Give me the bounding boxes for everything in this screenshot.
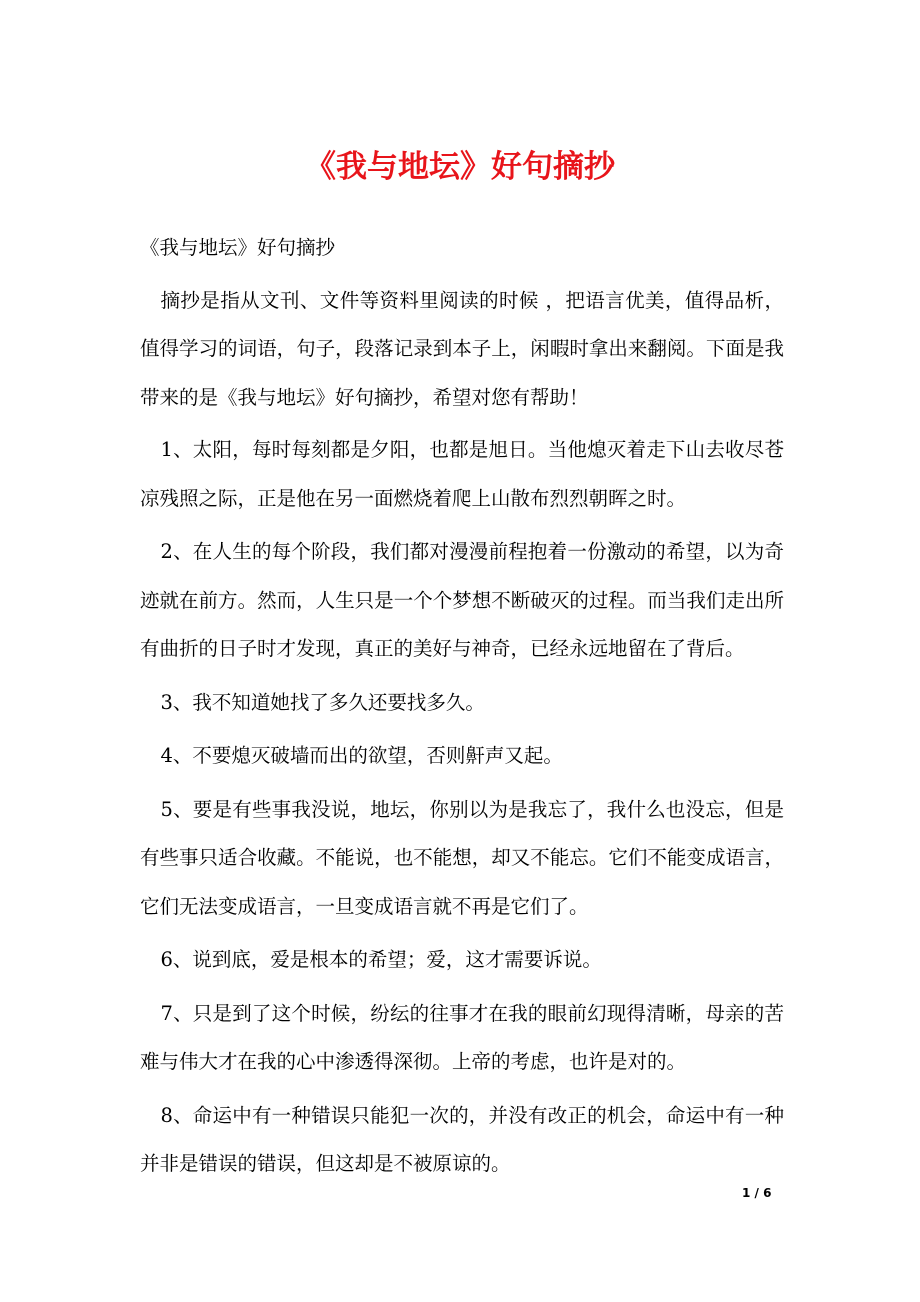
quote-item-8: 8、命运中有一种错误只能犯一次的，并没有改正的机会，命运中有一种并非是错误的错误，但这却是不被原谅的。 bbox=[140, 1103, 784, 1175]
quote-item-1: 1、太阳，每时每刻都是夕阳，也都是旭日。当他熄灭着走下山去收尽苍凉残照之际，正是他在另一面燃烧着爬上山散布烈烈朝晖之时。 bbox=[140, 438, 784, 510]
document-subtitle: 《我与地坛》好句摘抄 bbox=[140, 236, 336, 259]
quote-item-5: 5、要是有些事我没说，地坛，你别以为是我忘了，我什么也没忘，但是有些事只适合收藏。不能说，也不能想，却又不能忘。它们不能变成语言，它们无法变成语言，一旦变成语言就不再是它们了。 bbox=[140, 797, 784, 918]
quote-item-6: 6、说到底，爱是根本的希望；爱，这才需要诉说。 bbox=[160, 948, 602, 971]
intro-paragraph: 摘抄是指从文刊、文件等资料里阅读的时候 ，把语言优美，值得品析，值得学习的词语，句子，段落记录到本子上，闲暇时拿出来翻阅。下面是我带来的是《我与地坛》好句摘抄，希望对您有帮助！ bbox=[140, 288, 784, 409]
quote-item-7: 7、只是到了这个时候，纷纭的往事才在我的眼前幻现得清晰，母亲的苦难与伟大才在我的心中渗透得深彻。上帝的考虑，也许是对的。 bbox=[140, 1001, 784, 1073]
quote-item-2: 2、在人生的每个阶段，我们都对漫漫前程抱着一份激动的希望，以为奇迹就在前方。然而，人生只是一个个梦想不断破灭的过程。而当我们走出所有曲折的日子时才发现，真正的美好与神奇，已经永远地留在了背后。 bbox=[140, 540, 784, 660]
quote-item-3: 3、我不知道她找了多久还要找多久。 bbox=[160, 690, 485, 714]
page-title: 《我与地坛》好句摘抄 bbox=[305, 149, 615, 185]
document-body bbox=[140, 224, 784, 1194]
quote-item-4: 4、不要熄灭破墙而出的欲望，否则鼾声又起。 bbox=[160, 744, 563, 767]
page-number: 1 / 6 bbox=[742, 1186, 772, 1200]
